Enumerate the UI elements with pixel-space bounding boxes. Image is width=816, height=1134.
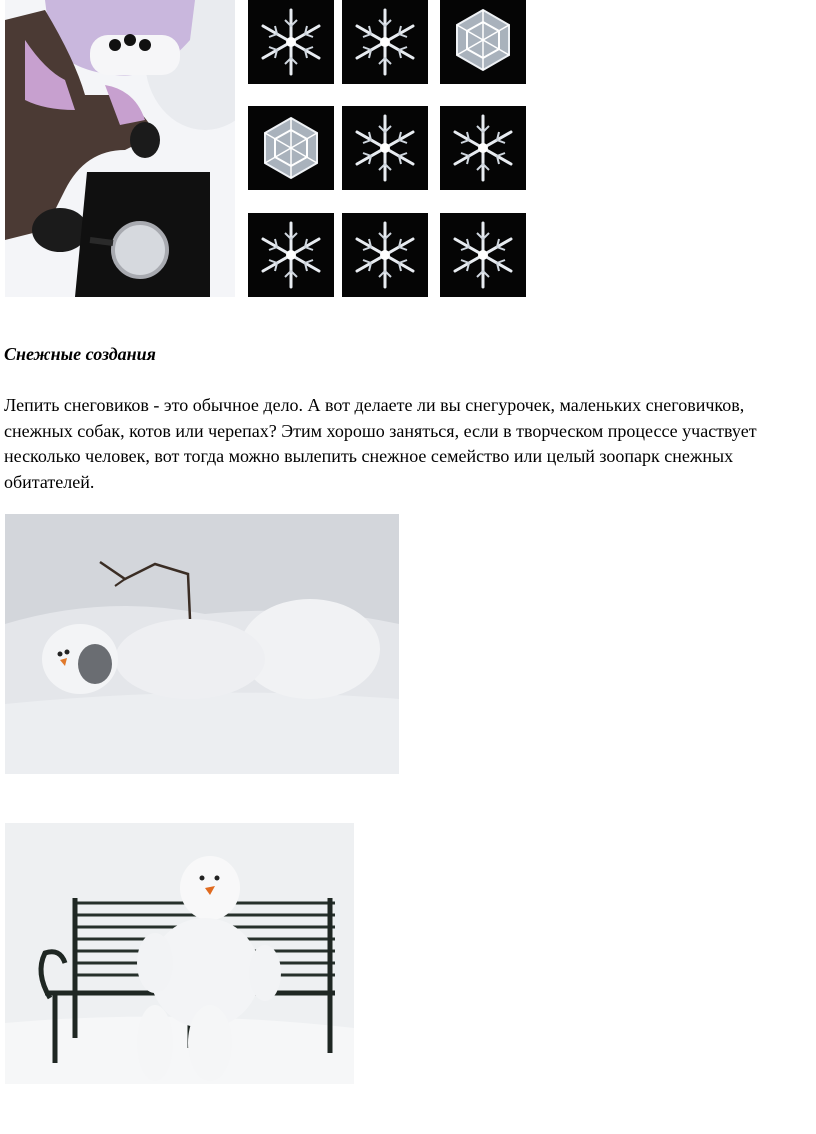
body-paragraph: Лепить снеговиков - это обычное дело. А вот делаете ли вы снегурочек, маленьких снеговичков, снежных собак, котов или черепах? Этим хорошо заняться, если в творческом процессе участвует несколько человек, вот тогда можно вылепить снежное семейство или целый зоопарк снежных обитателей. — [4, 395, 757, 492]
snowflake-grid-photo — [240, 0, 532, 297]
child-with-magnifier-photo — [5, 0, 235, 297]
bench-snowman-drawing — [5, 823, 354, 1084]
child-photo-drawing — [5, 0, 235, 297]
lying-snowman-photo — [5, 514, 399, 774]
section-heading: Снежные создания — [4, 344, 156, 364]
lying-snowman-drawing — [5, 514, 399, 774]
snowflake-grid-drawing — [240, 0, 532, 297]
bench-snowman-photo — [5, 823, 354, 1084]
